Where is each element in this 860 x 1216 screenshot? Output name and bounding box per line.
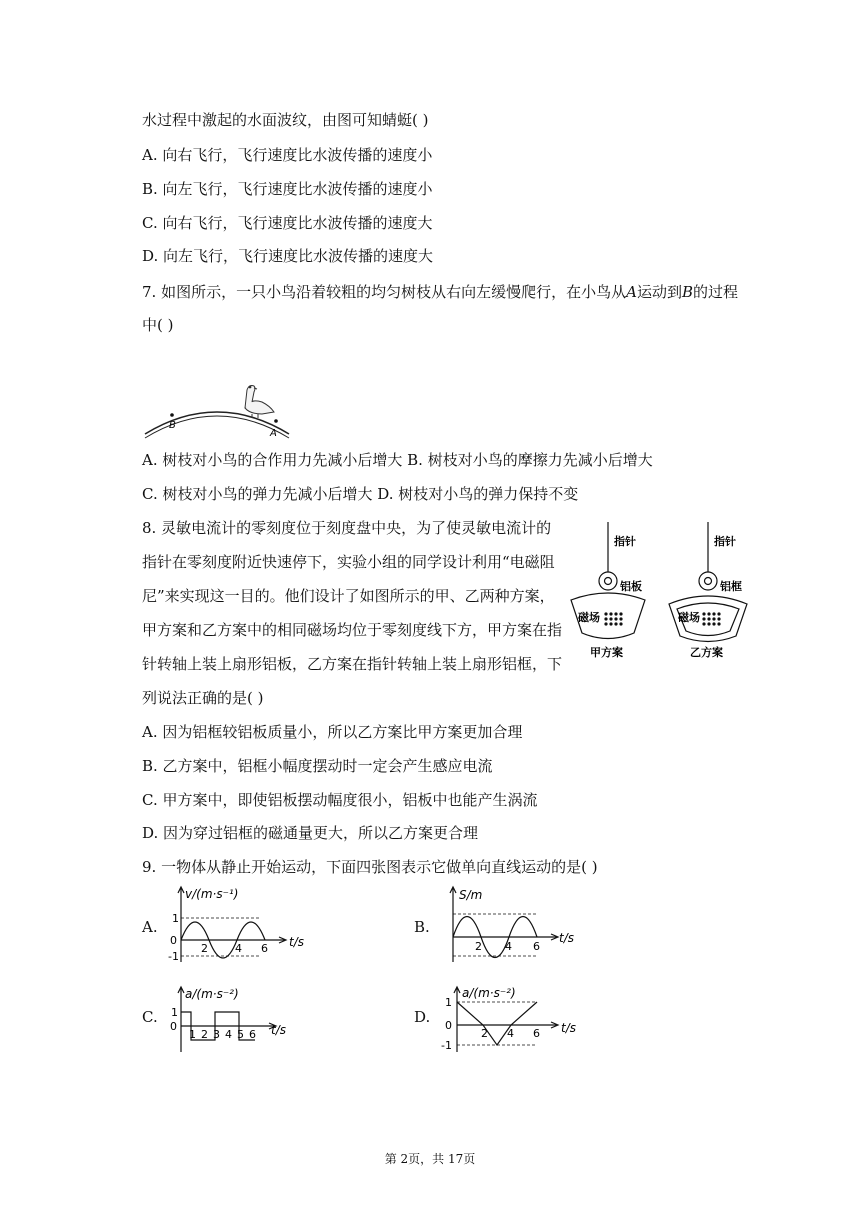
graph-a-tick-2: 2 [201,942,208,955]
pointer-label-a: 指针 [614,535,636,548]
q6-option-a: A. 向右飞行，飞行速度比水波传播的速度小 [142,146,433,164]
q9-graph-b [437,884,587,966]
field-label-b: 磁场 [678,611,700,624]
graph-d-tick-2: 2 [481,1027,488,1040]
graph-a-tick-4: 4 [235,942,242,955]
q8-stem-line4: 甲方案和乙方案中的相同磁场均位于零刻度线下方，甲方案在指 [142,621,563,639]
field-label-a: 磁场 [578,611,600,624]
q8-option-b: B. 乙方案中，铝框小幅度摆动时一定会产生感应电流 [142,757,493,775]
graph-c-tick-5: 5 [237,1028,244,1041]
q8-stem-line3: 尼”来实现这一目的。他们设计了如图所示的甲、乙两种方案， [142,587,555,605]
q9-graph-a [165,884,315,966]
q9-option-a-label: A. [142,918,158,936]
graph-c-xlabel: t/s [271,1023,286,1037]
graph-b-tick-6: 6 [533,940,540,953]
graph-a-tick-0: 0 [170,934,177,947]
graph-c-tick-4: 4 [225,1028,232,1041]
graph-d-tick-4: 4 [507,1027,514,1040]
graph-b-tick-4: 4 [505,940,512,953]
graph-b-ylabel: S/m [459,888,483,902]
q6-option-b: B. 向左飞行，飞行速度比水波传播的速度小 [142,180,433,198]
graph-d-tick-0: 0 [445,1019,452,1032]
q9-graph-c [165,982,315,1054]
q8-option-a: A. 因为铝框较铝板质量小，所以乙方案比甲方案更加合理 [142,723,523,741]
q8-option-d: D. 因为穿过铝框的磁通量更大，所以乙方案更合理 [142,824,479,842]
graph-d-ylabel: a/(m·s⁻²) [462,986,516,1000]
q7-options-cd: C. 树枝对小鸟的弹力先减小后增大 D. 树枝对小鸟的弹力保持不变 [142,485,579,503]
graph-c-tick-1x: 1 [189,1028,196,1041]
q9-graph-d [437,982,587,1054]
graph-a-xlabel: t/s [289,935,304,949]
graph-a-ylabel: v/(m·s⁻¹) [185,887,239,901]
q8-stem-line6: 列说法正确的是( ) [142,689,264,707]
graph-a-tick-m1: -1 [168,950,179,963]
graph-b-tick-2: 2 [475,940,482,953]
bird-icon [245,386,274,419]
q7-branch-figure [142,372,292,442]
q6-option-d: D. 向左飞行，飞行速度比水波传播的速度大 [142,247,434,265]
graph-c-tick-6: 6 [249,1028,256,1041]
plate-label: 铝板 [620,580,642,593]
q6-stem-tail: 水过程中激起的水面波纹，由图可知蜻蜓( ) [142,111,429,129]
graph-a-tick-6: 6 [261,942,268,955]
pointer-label-b: 指针 [714,535,736,548]
q8-stem-line2: 指针在零刻度附近快速停下，实验小组的同学设计利用“电磁阻 [142,553,555,571]
q8-damping-figure [568,518,768,668]
plan-b-label: 乙方案 [690,646,723,659]
frame-label: 铝框 [720,580,742,593]
q7-stem-line1: 7. 如图所示，一只小鸟沿着较粗的均匀树枝从右向左缓慢爬行，在小鸟从A运动到B的过程 [142,283,738,301]
q7-stem-line2: 中( ) [142,316,174,334]
q7-options-ab: A. 树枝对小鸟的合作用力先减小后增大 B. 树枝对小鸟的摩擦力先减小后增大 [142,451,653,469]
graph-c-tick-2: 2 [201,1028,208,1041]
q8-stem-line1: 8. 灵敏电流计的零刻度位于刻度盘中央，为了使灵敏电流计的 [142,519,552,537]
graph-c-tick-1: 1 [171,1006,178,1019]
graph-d-tick-m1: -1 [441,1039,452,1052]
q9-option-c-label: C. [142,1008,158,1026]
q9-option-b-label: B. [414,918,430,936]
graph-b-xlabel: t/s [559,931,574,945]
point-a-label: A [270,428,277,439]
graph-c-ylabel: a/(m·s⁻²) [185,987,239,1001]
point-b-label: B [169,420,176,431]
plan-a-label: 甲方案 [590,646,623,659]
graph-c-tick-0: 0 [170,1020,177,1033]
q8-stem-line5: 针转轴上装上扇形铝板，乙方案在指针转轴上装上扇形铝框，下 [142,655,563,673]
q9-option-d-label: D. [414,1008,431,1026]
graph-c-tick-3: 3 [213,1028,220,1041]
q9-stem: 9. 一物体从静止开始运动，下面四张图表示它做单向直线运动的是( ) [142,858,598,876]
page-footer: 第 2页，共 17页 [384,1152,476,1166]
graph-a-tick-1: 1 [172,912,179,925]
q8-option-c: C. 甲方案中，即使铝板摆动幅度很小，铝板中也能产生涡流 [142,791,538,809]
graph-d-xlabel: t/s [561,1021,576,1035]
graph-d-tick-1: 1 [445,996,452,1009]
graph-d-tick-6: 6 [533,1027,540,1040]
q6-option-c: C. 向右飞行，飞行速度比水波传播的速度大 [142,214,433,232]
